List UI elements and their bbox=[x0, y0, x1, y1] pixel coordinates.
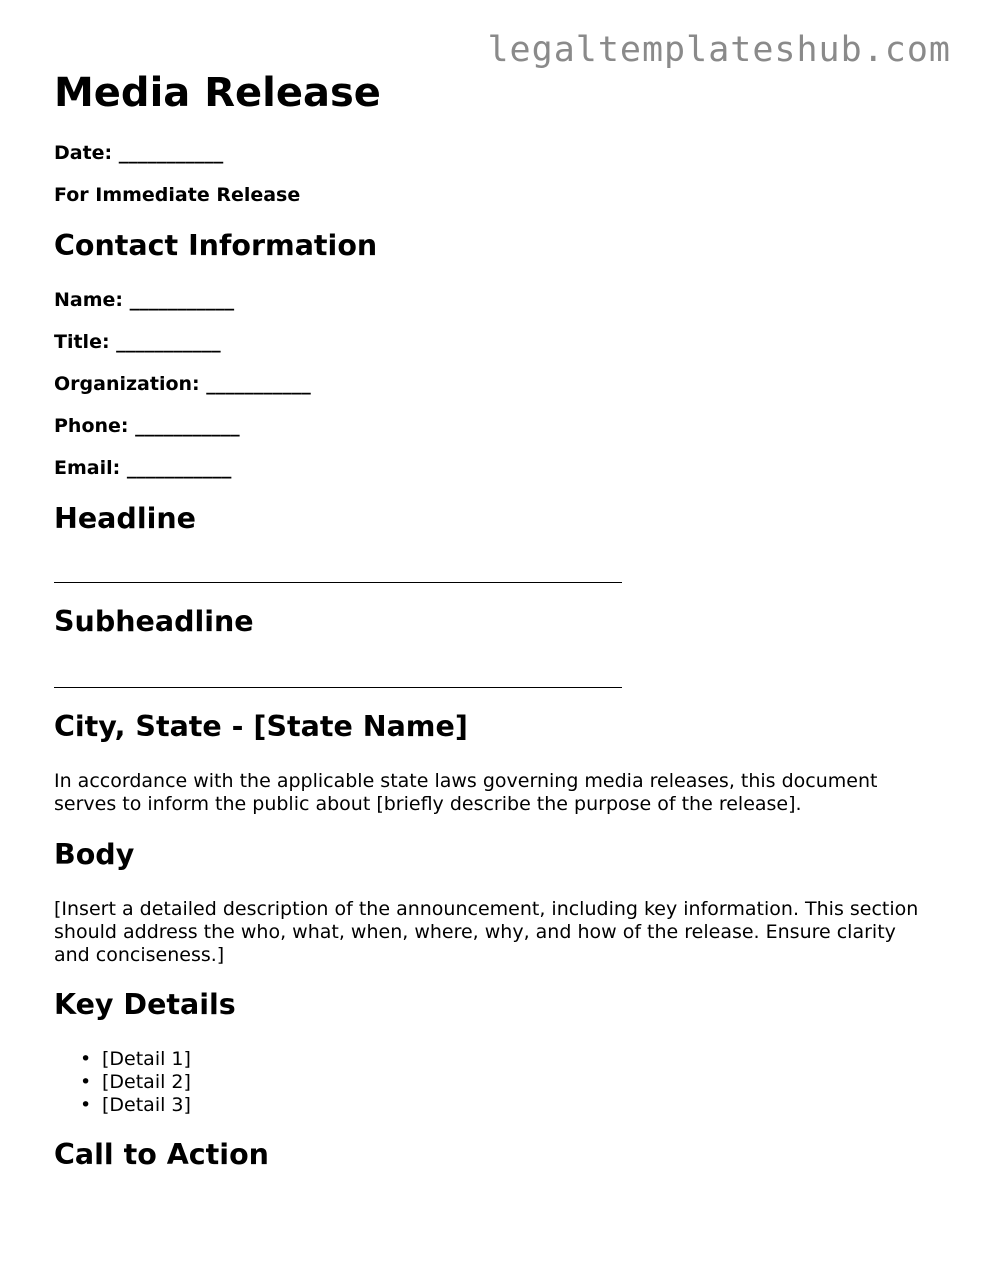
key-details-list bbox=[54, 1048, 191, 1117]
list-item: • [Detail 2] bbox=[54, 1071, 191, 1094]
key-details-heading: Key Details bbox=[54, 988, 236, 1021]
location-paragraph: In accordance with the applicable state laws governing media releases, this document serves to inform the public about [briefly describe the purpose of the release]. bbox=[54, 770, 878, 815]
call-to-action-heading: Call to Action bbox=[54, 1138, 269, 1171]
body-paragraph: [Insert a detailed description of the announcement, including key information. This section should address the who, what, when, where, why, and how of the release. Ensure clarity and conciseness.] bbox=[54, 898, 919, 966]
headline-blank-line bbox=[54, 582, 622, 583]
contact-email-field: Email: ___________ bbox=[54, 457, 232, 479]
contact-heading: Contact Information bbox=[54, 229, 378, 262]
release-note: For Immediate Release bbox=[54, 184, 301, 206]
headline-heading: Headline bbox=[54, 502, 196, 535]
body-heading: Body bbox=[54, 838, 135, 871]
date-field: Date: ___________ bbox=[54, 142, 224, 164]
location-heading: City, State - [State Name] bbox=[54, 710, 468, 743]
subheadline-heading: Subheadline bbox=[54, 605, 254, 638]
page-title: Media Release bbox=[54, 70, 381, 116]
subheadline-blank-line bbox=[54, 687, 622, 688]
contact-name-field: Name: ___________ bbox=[54, 289, 235, 311]
list-item: • [Detail 1] bbox=[54, 1048, 191, 1071]
list-item: • [Detail 3] bbox=[54, 1094, 191, 1117]
contact-phone-field: Phone: ___________ bbox=[54, 415, 240, 437]
contact-title-field: Title: ___________ bbox=[54, 331, 221, 353]
contact-organization-field: Organization: ___________ bbox=[54, 373, 311, 395]
watermark-text: legaltemplateshub.com bbox=[487, 30, 951, 70]
